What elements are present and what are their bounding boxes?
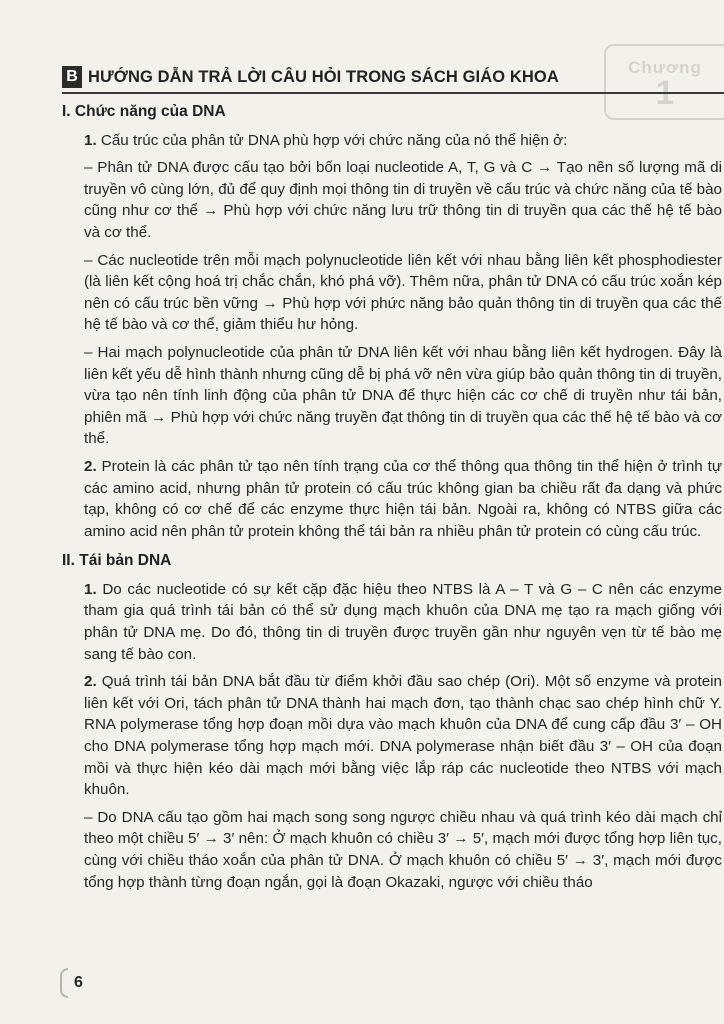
question-number: 2. <box>84 673 97 691</box>
paragraph <box>62 250 722 336</box>
paragraph <box>62 671 722 801</box>
paragraph-text: – Phân tử DNA được cấu tạo bởi bốn loại nucleotide A, T, G và C → Tạo nên số lượng mã di truyền vô cùng lớn, đủ để quy định mọi thông tin di truyền về cấu trúc và chức năng của tế bào cũng như cơ thể → Phù hợp với chức năng lưu trữ thông tin di truyền qua các thế hệ tế bào và cơ thể. <box>84 159 722 241</box>
paragraph-text: – Do DNA cấu tạo gồm hai mạch song song ngược chiều nhau và quá trình kéo dài mạch chỉ theo một chiều 5′ → 3′ nên: Ở mạch khuôn có chiều 3′ → 5′, mạch mới được tổng hợp liên tục, cùng với chiều tháo xoắn của phân tử DNA. Ở mạch khuôn có chiều 5′ → 3′, mạch mới được tổng hợp thành từng đoạn ngắn, gọi là đoạn Okazaki, ngược với chiều tháo <box>84 808 722 891</box>
page-number-bracket-icon <box>60 968 68 998</box>
paragraph-text: Quá trình tái bản DNA bắt đầu từ điểm khởi đầu sao chép (Ori). Một số enzyme và protein liên kết với Ori, tách phân tử DNA thành hai mạch đơn, tạo thành chạc sao chép hình chữ Y. RNA polymerase tổng hợp đoạn mồi dựa vào mạch khuôn của DNA để cung cấp đầu 3′ – OH cho DNA polymerase tổng hợp mạch mới. DNA polymerase nhận biết đầu 3′ – OH của đoạn mồi và thực hiện kéo dài mạch mới bằng việc lắp ráp các nucleotide theo NTBS với mạch khuôn. <box>84 673 722 799</box>
chapter-tab-word: Chương <box>628 58 702 77</box>
paragraph-text: Protein là các phân tử tạo nên tính trạng của cơ thể thông qua thông tin thể hiện ở trình tự các amino acid, nhưng phân tử protein có cấu trúc không gian ba chiều rất đa dạng và phức tạp, không có cơ chế để các enzyme thực hiện tái bản. Ngoài ra, không có NTBS giữa các amino acid nên phân tử protein không thể tái bản ra nhiều phân tử protein có cùng cấu trúc. <box>84 457 722 540</box>
page-number <box>60 968 83 998</box>
paragraph <box>62 807 722 893</box>
chapter-tab-number: 1 <box>655 74 675 112</box>
part-heading-dna-replication: II. Tái bản DNA <box>62 552 172 570</box>
paragraph-text: – Hai mạch polynucleotide của phân tử DNA liên kết với nhau bằng liên kết hydrogen. Đây là liên kết yếu dễ hình thành nhưng cũng dễ bị phá vỡ nên vừa giúp bảo quản thông tin di truyền, vừa tạo nên tính linh động của phân tử DNA để thực hiện các cơ chế di truyền như tái bản, phiên mã → Phù hợp với chức năng truyền đạt thông tin di truyền qua các thế hệ tế bào và cơ thể. <box>84 343 722 448</box>
part-heading-dna-function: I. Chức năng của DNA <box>62 103 226 120</box>
page-number-value: 6 <box>74 974 83 991</box>
section-letter-badge: B <box>62 66 82 88</box>
paragraph <box>62 157 722 243</box>
section-title: HƯỚNG DẪN TRẢ LỜI CÂU HỎI TRONG SÁCH GIÁO KHOA <box>88 67 559 86</box>
paragraph-text: – Các nucleotide trên mỗi mạch polynucleotide liên kết với nhau bằng liên kết phosphodiester (là liên kết cộng hoá trị chắc chắn, khó phá vỡ). Thêm nữa, phân tử DNA có cấu trúc xoắn kép nên có cấu trúc bền vững → Phù hợp với phức năng bảo quản thông tin di truyền qua các thế hệ tế bào và cơ thể, giảm thiểu hư hỏng. <box>84 251 722 334</box>
paragraph-text: Cấu trúc của phân tử DNA phù hợp với chức năng của nó thể hiện ở: <box>96 131 568 149</box>
question-number: 1. <box>84 131 97 149</box>
paragraph <box>62 342 722 450</box>
paragraph <box>62 456 722 542</box>
paragraph <box>62 579 722 665</box>
content <box>62 101 722 899</box>
section-header <box>62 62 724 94</box>
question-number: 1. <box>84 580 97 598</box>
question-number: 2. <box>84 457 97 475</box>
paragraph <box>62 130 722 152</box>
paragraph-text: Do các nucleotide có sự kết cặp đặc hiệu theo NTBS là A – T và G – C nên các enzyme tham gia quá trình tái bản có thể sử dụng mạch khuôn của DNA mẹ tạo ra mạch giống với phân tử DNA mẹ. Do đó, thông tin di truyền được truyền gần như nguyên vẹn từ tế bào mẹ sang tế bào con. <box>84 580 722 663</box>
